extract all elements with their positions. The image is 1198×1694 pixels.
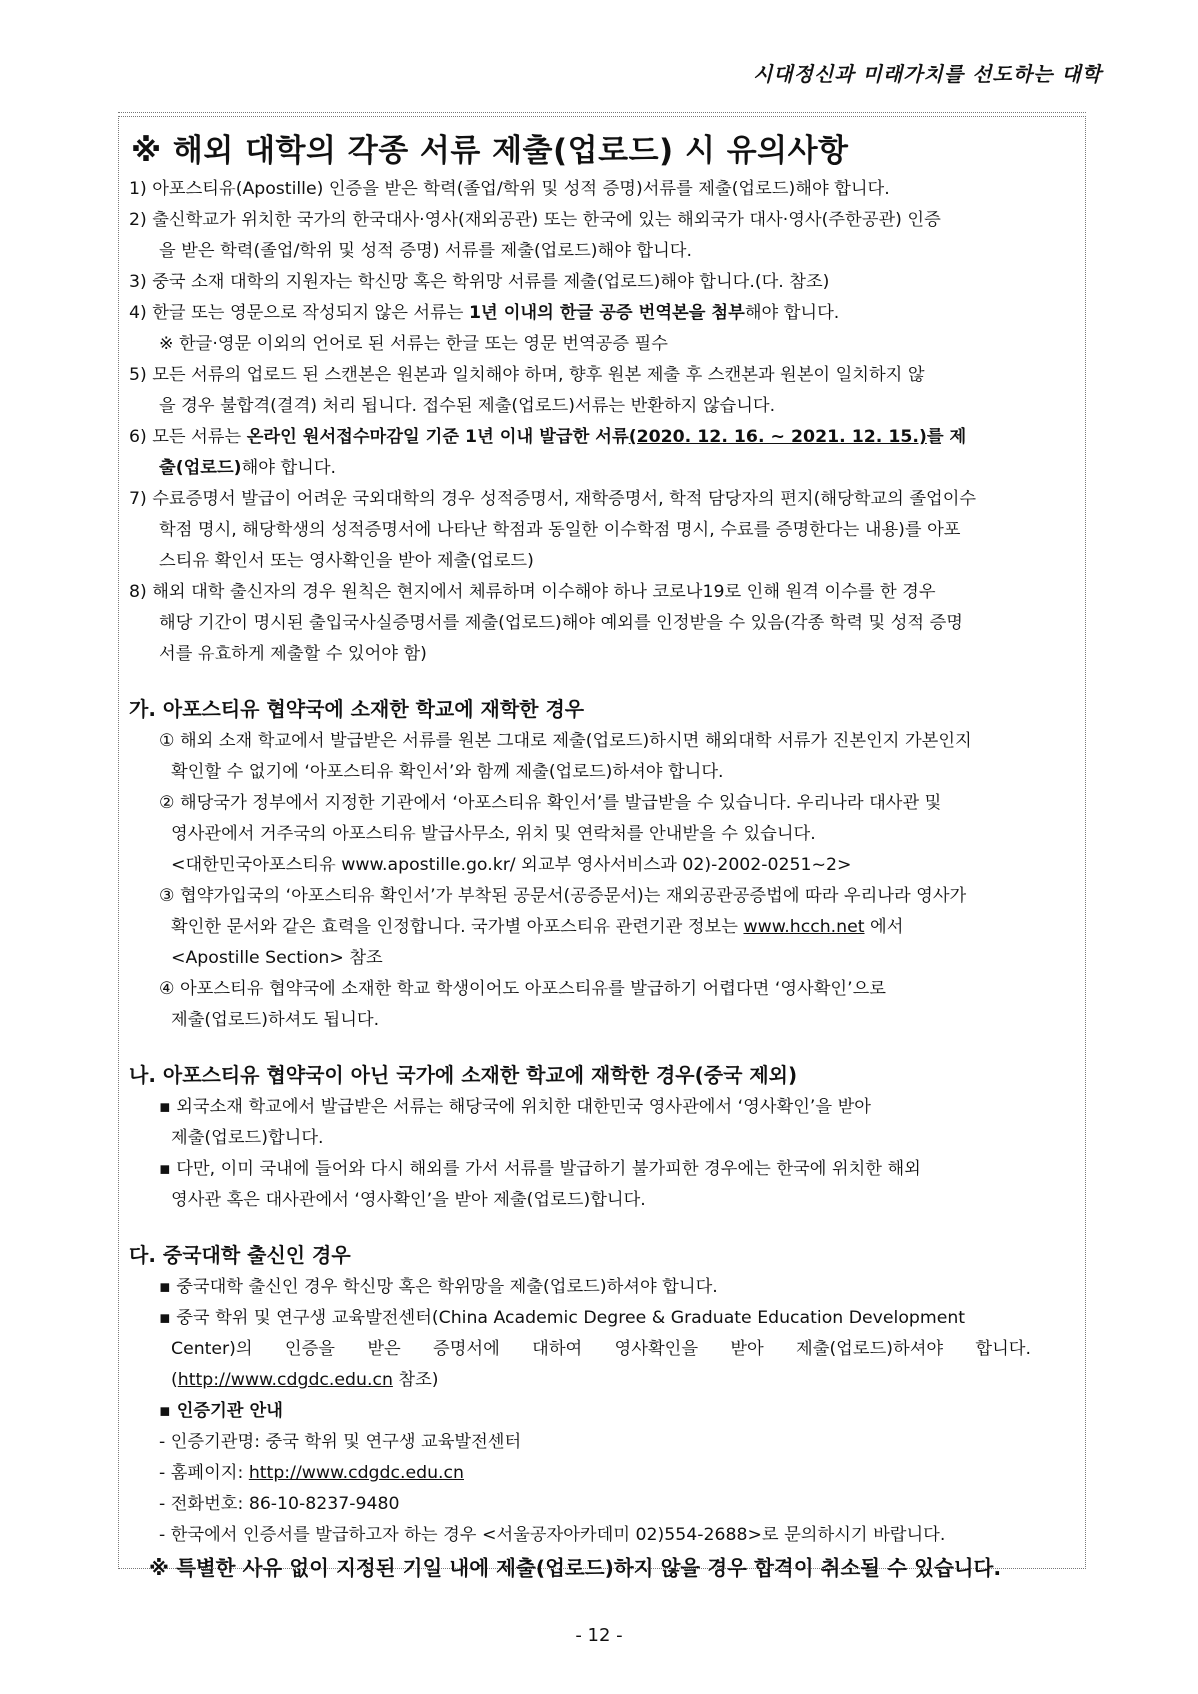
note-1: 1) 아포스티유(Apostille) 인증을 받은 학력(졸업/학위 및 성적 증명)서류를 제출(업로드)해야 합니다.	[129, 179, 890, 199]
da-detail-2	[129, 1458, 1075, 1489]
final-warning: ※ 특별한 사유 없이 지정된 기일 내에 제출(업로드)하지 않을 경우 합격이 취소될 수 있습니다.	[149, 1556, 1002, 1580]
ga-item-3-line-1: ③ 협약가입국의 ‘아포스티유 확인서’가 부착된 공문서(공증문서)는 재외공관공증법에 따라 우리나라 영사가	[159, 886, 967, 906]
note-4-pre: 4) 한글 또는 영문으로 작성되지 않은 서류는	[129, 303, 469, 323]
ga-item-3-line-3: <Apostille Section> 참조	[171, 948, 383, 968]
note-6-line-1	[129, 422, 1075, 453]
note-2-line-1: 2) 출신학교가 위치한 국가의 한국대사·영사(재외공관) 또는 한국에 있는 해외국가 대사·영사(주한공관) 인증	[129, 210, 941, 230]
ga-item-1-line-2: 확인할 수 없기에 ‘아포스티유 확인서’와 함께 제출(업로드)하셔야 합니다.	[171, 762, 724, 782]
ga-item-2-line-2: 영사관에서 거주국의 아포스티유 발급사무소, 위치 및 연락처를 안내받을 수 있습니다.	[171, 824, 816, 844]
cdgdc-link-1[interactable]: http://www.cdgdc.edu.cn	[177, 1370, 393, 1390]
cdgdc-link-2[interactable]: http://www.cdgdc.edu.cn	[248, 1463, 464, 1483]
na-bullet-2-line-2: 영사관 혹은 대사관에서 ‘영사확인’을 받아 제출(업로드)합니다.	[171, 1190, 646, 1210]
na-bullet-1-line-2: 제출(업로드)합니다.	[171, 1128, 324, 1148]
ga-item-3-line-2	[129, 912, 1075, 943]
note-6-bold-1: 온라인 원서접수마감일 기준 1년 이내 발급한 서류	[246, 427, 629, 447]
na-bullet-2-line-1: ▪ 다만, 이미 국내에 들어와 다시 해외를 가서 서류를 발급하기 불가피한 경우에는 한국에 위치한 해외	[159, 1159, 921, 1179]
da-detail-2-pre: - 홈페이지:	[159, 1463, 249, 1483]
note-4-line-2: ※ 한글·영문 이외의 언어로 된 서류는 한글 또는 영문 번역공증 필수	[159, 334, 668, 354]
ga-item-4-line-2: 제출(업로드)하셔도 됩니다.	[171, 1010, 380, 1030]
da-bullet-1: ▪ 중국대학 출신인 경우 학신망 혹은 학위망을 제출(업로드)하셔야 합니다.	[159, 1277, 718, 1297]
note-7-line-2: 학점 명시, 해당학생의 성적증명서에 나타난 학점과 동일한 이수학점 명시, 수료를 증명한다는 내용)를 아포	[159, 520, 961, 540]
note-6-pre: 6) 모든 서류는	[129, 427, 247, 447]
da-detail-4: - 한국에서 인증서를 발급하고자 하는 경우 <서울공자아카데미 02)554-2688>로 문의하시기 바랍니다.	[159, 1525, 946, 1545]
da-bullet-2-line-2: Center)의 인증을 받은 증명서에 대하여 영사확인을 받아 제출(업로드)하셔야 합니다.	[171, 1339, 1031, 1359]
note-8-line-3: 서를 유효하게 제출할 수 있어야 함)	[159, 644, 427, 664]
note-6-line-2	[129, 453, 1075, 484]
note-8-line-2: 해당 기간이 명시된 출입국사실증명서를 제출(업로드)해야 예외를 인정받을 수 있음(각종 학력 및 성적 증명	[159, 613, 963, 633]
ga-item-2-line-3: <대한민국아포스티유 www.apostille.go.kr/ 외교부 영사서비스과 02)-2002-0251~2>	[171, 855, 852, 875]
note-7-line-1: 7) 수료증명서 발급이 어려운 국외대학의 경우 성적증명서, 재학증명서, 학적 담당자의 편지(해당학교의 졸업이수	[129, 489, 977, 509]
notice-box	[118, 116, 1086, 1580]
section-ga-heading: 가. 아포스티유 협약국에 소재한 학교에 재학한 경우	[129, 697, 585, 721]
page-title: ※ 해외 대학의 각종 서류 제출(업로드) 시 유의사항	[131, 133, 849, 169]
note-5-line-1: 5) 모든 서류의 업로드 된 스캔본은 원본과 일치해야 하며, 향후 원본 제출 후 스캔본과 원본이 일치하지 않	[129, 365, 925, 385]
da-bullet-3: ▪ 인증기관 안내	[159, 1401, 283, 1421]
note-3: 3) 중국 소재 대학의 지원자는 학신망 혹은 학위망 서류를 제출(업로드)해야 합니다.(다. 참조)	[129, 272, 830, 292]
note-2-line-2: 을 받은 학력(졸업/학위 및 성적 증명) 서류를 제출(업로드)해야 합니다.	[159, 241, 692, 261]
da-ref-post: 참조)	[392, 1370, 439, 1390]
da-detail-1: - 인증기관명: 중국 학위 및 연구생 교육발전센터	[159, 1432, 522, 1452]
na-bullet-1-line-1: ▪ 외국소재 학교에서 발급받은 서류는 해당국에 위치한 대한민국 영사관에서 ‘영사확인’을 받아	[159, 1097, 871, 1117]
note-8-line-1: 8) 해외 대학 출신자의 경우 원칙은 현지에서 체류하며 이수해야 하나 코로나19로 인해 원격 이수를 한 경우	[129, 582, 936, 602]
da-ref-pre: (	[171, 1370, 178, 1390]
ga-item-2-line-1: ② 해당국가 정부에서 지정한 기관에서 ‘아포스티유 확인서’를 발급받을 수 있습니다. 우리나라 대사관 및	[159, 793, 942, 813]
top-divider	[118, 112, 1086, 113]
note-7-line-3: 스티유 확인서 또는 영사확인을 받아 제출(업로드)	[159, 551, 534, 571]
note-4-line-1	[129, 298, 1075, 329]
note-6-bold-3: 를 제	[926, 427, 967, 447]
da-bullet-2-line-3	[129, 1365, 1075, 1396]
section-da-heading: 다. 중국대학 출신인 경우	[129, 1243, 351, 1267]
note-4-bold: 1년 이내의 한글 공증 번역본을 첨부	[468, 303, 745, 323]
note-6-post: 해야 합니다.	[241, 458, 337, 478]
note-6-bold-dates: (2020. 12. 16. ~ 2021. 12. 15.)	[628, 427, 927, 447]
hcch-link[interactable]: www.hcch.net	[743, 917, 865, 937]
ga-item-4-line-1: ④ 아포스티유 협약국에 소재한 학교 학생이어도 아포스티유를 발급하기 어렵다면 ‘영사확인’으로	[159, 979, 886, 999]
university-slogan: 시대정신과 미래가치를 선도하는 대학	[752, 62, 1102, 86]
ga-item-3-post: 에서	[864, 917, 904, 937]
note-5-line-2: 을 경우 불합격(결격) 처리 됩니다. 접수된 제출(업로드)서류는 반환하지 않습니다.	[159, 396, 776, 416]
note-4-post: 해야 합니다.	[744, 303, 840, 323]
ga-item-1-line-1: ① 해외 소재 학교에서 발급받은 서류를 원본 그대로 제출(업로드)하시면 해외대학 서류가 진본인지 가본인지	[159, 731, 972, 751]
page-number: - 12 -	[575, 1625, 623, 1646]
ga-item-3-pre: 확인한 문서와 같은 효력을 인정합니다. 국가별 아포스티유 관련기관 정보는	[171, 917, 744, 937]
da-detail-3: - 전화번호: 86-10-8237-9480	[159, 1494, 400, 1514]
section-na-heading: 나. 아포스티유 협약국이 아닌 국가에 소재한 학교에 재학한 경우(중국 제외)	[129, 1063, 798, 1087]
note-6-bold-upload: 출(업로드)	[159, 458, 242, 478]
da-bullet-2-line-1: ▪ 중국 학위 및 연구생 교육발전센터(China Academic Degree & Graduate Education Development	[159, 1308, 966, 1328]
